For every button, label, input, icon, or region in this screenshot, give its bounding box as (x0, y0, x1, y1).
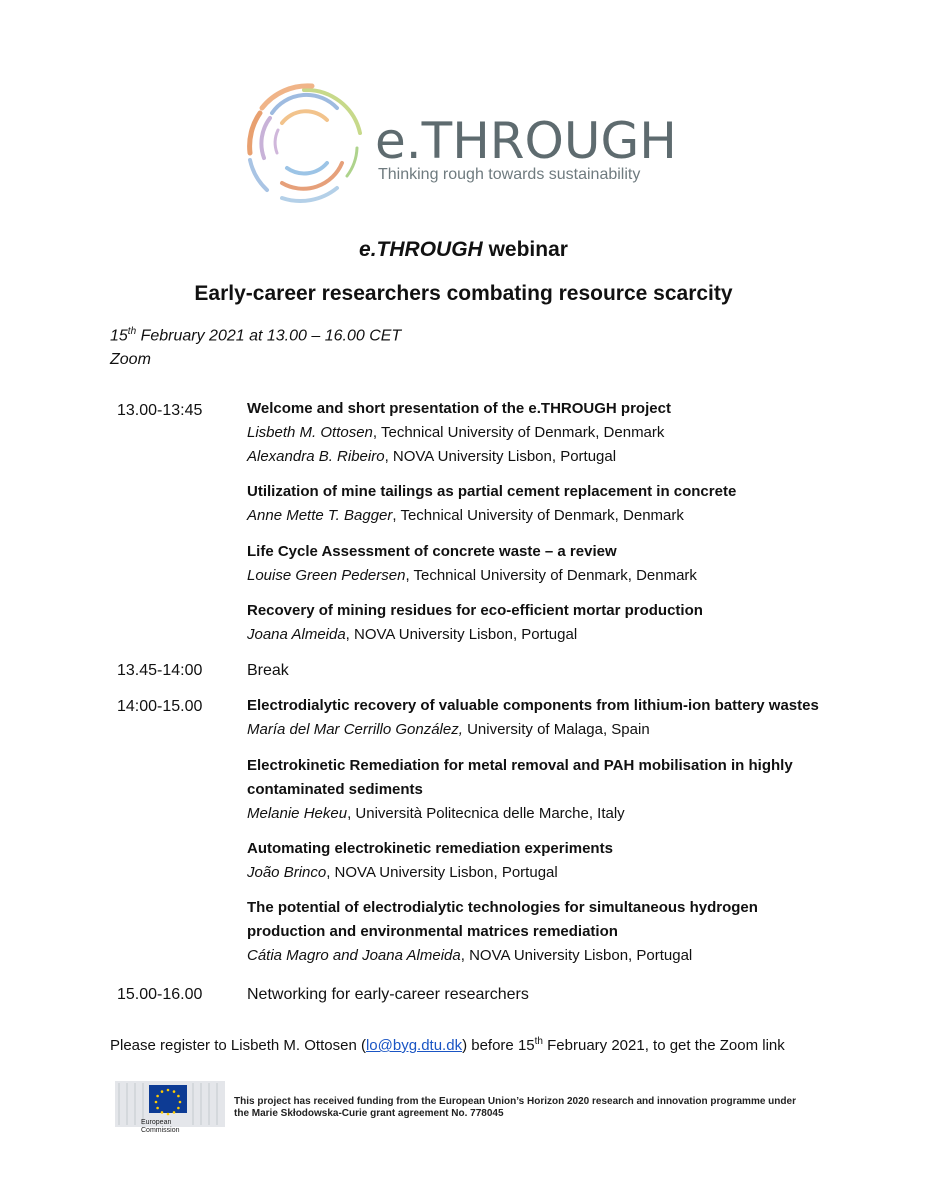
time-slot-2: 13.45-14:00 (117, 662, 203, 679)
logo-brand: e.THROUGH (375, 112, 677, 170)
ethrough-logo (242, 78, 677, 208)
speaker-affiliation: , Technical University of Denmark, Denmark (405, 567, 697, 584)
speaker (247, 861, 847, 885)
speaker-affiliation: , Technical University of Denmark, Denmark (372, 424, 665, 441)
speaker-affiliation: , NOVA University Lisbon, Portugal (345, 626, 578, 643)
register-pre: Please register to Lisbeth M. Ottosen ( (110, 1037, 366, 1054)
talk-title: Life Cycle Assessment of concrete waste – a review (247, 543, 617, 560)
talk-5 (247, 694, 847, 742)
register-sup: th (534, 1036, 543, 1047)
speaker (247, 564, 847, 588)
speaker (247, 623, 847, 647)
date-day: 15 (110, 327, 128, 345)
funding-statement (234, 1096, 834, 1120)
speaker-name: Anne Mette T. Bagger (247, 507, 393, 524)
talk-title-line-1: Electrokinetic Remediation for metal removal and PAH mobilisation in highly (247, 757, 793, 774)
email-link[interactable]: lo@byg.dtu.dk (365, 1037, 463, 1054)
european-commission-logo (115, 1075, 225, 1135)
speaker-affiliation: , Technical University of Denmark, Denmark (392, 507, 684, 524)
event-date (110, 326, 401, 345)
speaker (247, 445, 847, 469)
talk-title-line-2: production and environmental matrices remediation (247, 923, 618, 940)
speaker (247, 802, 847, 826)
networking-label: Networking for early-career researchers (247, 986, 529, 1003)
date-sup: th (127, 326, 137, 337)
speaker-name: Louise Green Pedersen (247, 567, 406, 584)
talk-title: Welcome and short presentation of the e.THROUGH project (247, 400, 671, 417)
logo-tagline: Thinking rough towards sustainability (378, 166, 641, 183)
break-label: Break (247, 662, 289, 679)
speaker (247, 421, 847, 445)
speaker (247, 944, 847, 968)
ethrough-rings-icon (242, 78, 377, 208)
speaker-name: Cátia Magro and Joana Almeida (247, 947, 461, 964)
speaker-name: Lisbeth M. Ottosen (247, 424, 373, 441)
eu-label-1: European (141, 1119, 172, 1126)
speaker-name: Melanie Hekeu (247, 805, 348, 822)
register-post: February 2021, to get the Zoom link (542, 1037, 785, 1054)
talk-3 (247, 540, 847, 588)
talk-title: Recovery of mining residues for eco-efficient mortar production (247, 602, 703, 619)
speaker-name: Joana Almeida (247, 626, 346, 643)
speaker (247, 718, 847, 742)
talk-title: Electrodialytic recovery of valuable components from lithium-ion battery wastes (247, 697, 819, 714)
talk-1 (247, 397, 847, 469)
speaker-affiliation: , Università Politecnica delle Marche, Italy (347, 805, 625, 822)
talk-title-line-2: contaminated sediments (247, 781, 423, 798)
eu-label-2: Commission (141, 1127, 180, 1134)
speaker-name: María del Mar Cerrillo González, (247, 721, 463, 738)
register-mid: ) before 15 (462, 1037, 535, 1054)
speaker-affiliation: , NOVA University Lisbon, Portugal (460, 947, 693, 964)
time-slot-4: 15.00-16.00 (117, 986, 203, 1003)
talk-title-line-1: The potential of electrodialytic technologies for simultaneous hydrogen (247, 899, 758, 916)
talk-4 (247, 599, 847, 647)
speaker-affiliation: University of Malaga, Spain (462, 721, 650, 738)
page-title (0, 238, 927, 262)
event-platform: Zoom (110, 351, 151, 368)
talk-6 (247, 754, 847, 826)
talk-title: Automating electrokinetic remediation experiments (247, 840, 613, 857)
funding-line-2: the Marie Skłodowska-Curie grant agreement No. 778045 (234, 1108, 504, 1119)
talk-8 (247, 896, 847, 968)
time-slot-3: 14:00-15.00 (117, 698, 203, 715)
talk-7 (247, 837, 847, 885)
time-slot-1: 13.00-13:45 (117, 402, 203, 419)
talk-title: Utilization of mine tailings as partial cement replacement in concrete (247, 483, 737, 500)
date-rest: February 2021 at 13.00 – 16.00 CET (136, 327, 402, 345)
page-subtitle: Early-career researchers combating resource scarcity (194, 282, 733, 305)
title-rest: webinar (482, 238, 568, 261)
speaker (247, 504, 847, 528)
speaker-name: João Brinco (247, 864, 327, 881)
title-italic: e.THROUGH (359, 238, 483, 261)
talk-2 (247, 480, 847, 528)
speaker-name: Alexandra B. Ribeiro (247, 448, 385, 465)
eu-flag-icon (115, 1075, 225, 1135)
speaker-affiliation: , NOVA University Lisbon, Portugal (326, 864, 558, 881)
speaker-affiliation: , NOVA University Lisbon, Portugal (384, 448, 617, 465)
registration-note (110, 1036, 785, 1054)
funding-line-1: This project has received funding from the European Union’s Horizon 2020 research and innovation programme under (234, 1096, 796, 1107)
